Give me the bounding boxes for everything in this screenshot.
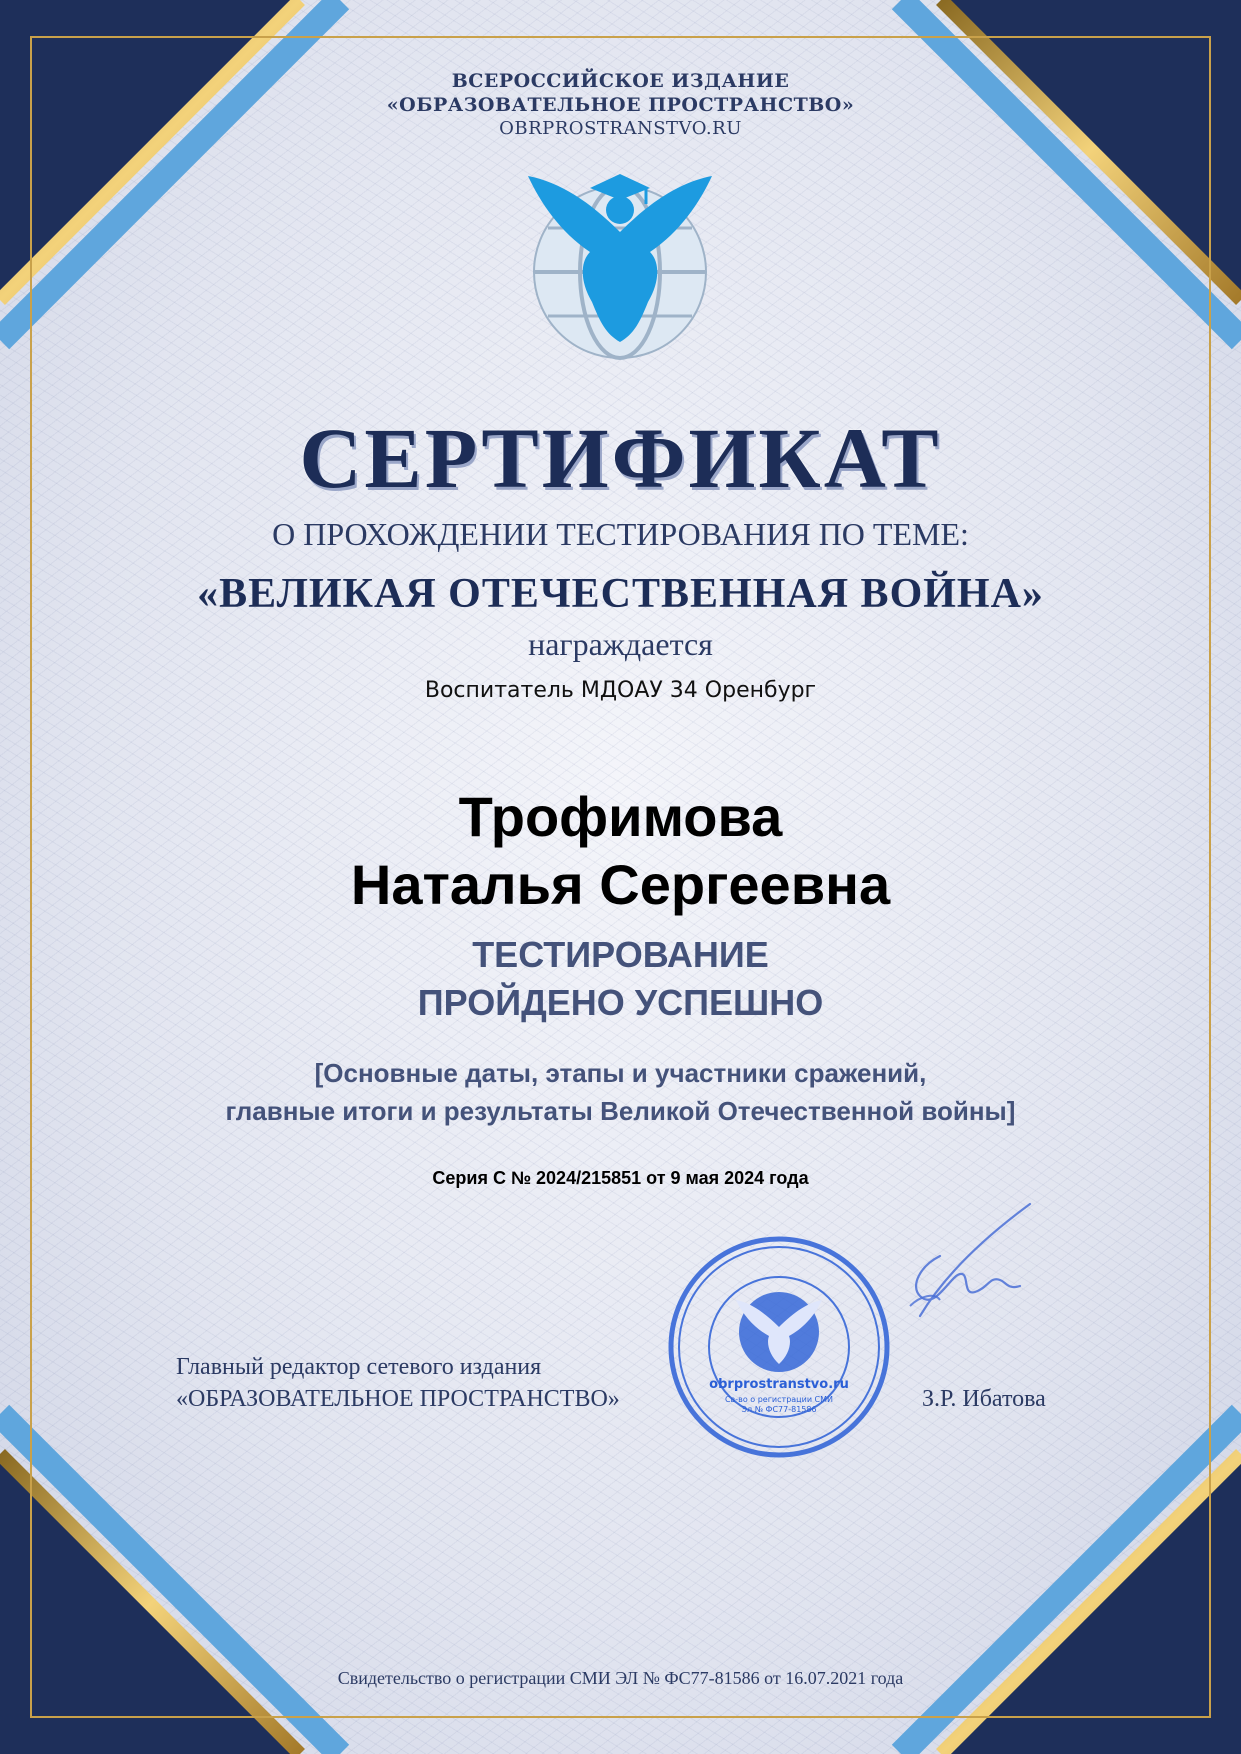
publisher-name-line2: «ОБРАЗОВАТЕЛЬНОЕ ПРОСТРАНСТВО»: [386, 94, 855, 116]
recipient-given-names: Наталья Сергеевна: [350, 853, 891, 916]
stamp-reg-line1: Св-во о регистрации СМИ: [724, 1395, 834, 1404]
dove-globe-logo-icon: [520, 162, 720, 362]
certificate-topic: «ВЕЛИКАЯ ОТЕЧЕСТВЕННАЯ ВОЙНА»: [197, 571, 1044, 617]
media-registration-note: Свидетельство о регистрации СМИ ЭЛ № ФС77-81586 от 16.07.2021 года: [337, 1668, 904, 1688]
recipient-surname: Трофимова: [458, 785, 783, 848]
round-stamp-icon: [664, 1232, 894, 1462]
editor-name: З.Р. Ибатова: [922, 1386, 1046, 1412]
editor-title-line1: Главный редактор сетевого издания: [176, 1354, 542, 1380]
signature-icon: [880, 1196, 1040, 1346]
editor-title-line2: «ОБРАЗОВАТЕЛЬНОЕ ПРОСТРАНСТВО»: [176, 1386, 620, 1412]
certificate-serial-number: Серия С № 2024/215851 от 9 мая 2024 года: [432, 1168, 809, 1188]
stamp-site: obrprostranstvo.ru: [709, 1377, 849, 1392]
recipient-position: Воспитатель МДОАУ 34 Оренбург: [424, 678, 817, 703]
test-description-line1: [Основные даты, этапы и участники сражений,: [314, 1058, 927, 1088]
awarded-label: награждается: [528, 626, 713, 662]
stamp-reg-line2: Эл № ФС77-81586: [741, 1405, 817, 1414]
certificate-title: СЕРТИФИКАТ: [299, 410, 942, 506]
test-status-line1: ТЕСТИРОВАНИЕ: [472, 934, 769, 975]
certificate-subtitle: О ПРОХОЖДЕНИИ ТЕСТИРОВАНИЯ ПО ТЕМЕ:: [272, 516, 969, 552]
publisher-name-line1: ВСЕРОССИЙСКОЕ ИЗДАНИЕ: [451, 70, 790, 92]
test-description-line2: главные итоги и результаты Великой Отечественной войны]: [225, 1096, 1016, 1126]
test-status-line2: ПРОЙДЕНО УСПЕШНО: [417, 982, 824, 1023]
publisher-website: OBRPROSTRANSTVO.RU: [499, 118, 742, 139]
